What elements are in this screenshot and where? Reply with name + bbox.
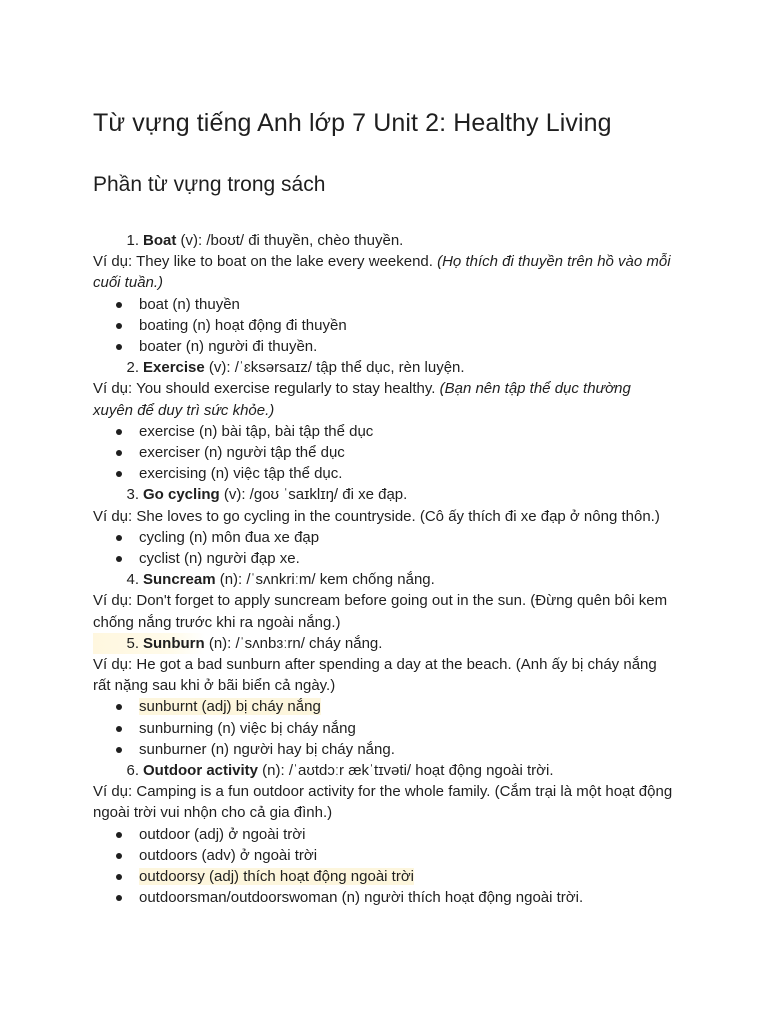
vocab-definition: (n): /ˈaʊtdɔːr ækˈtɪvəti/ hoạt động ngoài trời.: [258, 762, 554, 780]
list-item: [93, 421, 673, 442]
related-word: sunburner (n) người hay bị cháy nắng.: [139, 740, 395, 758]
bullet-icon: [116, 832, 122, 838]
related-word: exercising (n) việc tập thể dục.: [139, 465, 343, 483]
example-en: Ví dụ: She loves to go cycling in the countryside. (Cô ấy thích đi xe đạp ở nông thôn.): [93, 507, 660, 525]
bullet-icon: [116, 874, 122, 880]
vocab-item-suncream: [93, 569, 673, 590]
related-word: boater (n) người đi thuyền.: [139, 338, 318, 356]
example-en: Ví dụ: They like to boat on the lake every weekend.: [93, 253, 438, 271]
related-word: outdoorsman/outdoorswoman (n) người thích hoạt động ngoài trời.: [139, 889, 584, 907]
vocab-item-go-cycling: [93, 484, 673, 505]
example-en: Ví dụ: He got a bad sunburn after spending a day at the beach. (Anh ấy bị cháy nắng rất nặng sau khi ở bãi biển cả ngày.): [93, 656, 657, 695]
item-number: 3.: [126, 486, 139, 504]
related-word: boat (n) thuyền: [139, 295, 240, 313]
related-word: outdoors (adv) ở ngoài trời: [139, 846, 318, 864]
list-item: [93, 866, 673, 887]
related-word: boating (n) hoạt động đi thuyền: [139, 316, 347, 334]
related-word: sunburning (n) việc bị cháy nắng: [139, 719, 356, 737]
related-word: outdoor (adj) ở ngoài trời: [139, 825, 306, 843]
vocab-item-outdoor-activity: [93, 760, 673, 781]
vocab-word: Boat: [143, 232, 177, 249]
example-en: Ví dụ: Camping is a fun outdoor activity for the whole family. (Cắm trại là một hoạt động ngoài trời vui nhộn cho cả gia đình.): [93, 783, 673, 822]
bullet-icon: [116, 895, 122, 901]
vocab-item-exercise: [93, 357, 673, 378]
vocab-word: Go cycling: [143, 486, 220, 504]
vocabulary-list: [93, 230, 673, 909]
example-sentence: [93, 378, 673, 420]
list-item: [93, 887, 673, 908]
bullet-icon: [116, 726, 122, 732]
list-item: [93, 315, 673, 336]
example-vi: (Bạn nên tập thể dục thường xuyên để duy trì sức khỏe.): [93, 380, 631, 419]
related-word: exercise (n) bài tập, bài tập thể dục: [139, 422, 374, 440]
vocab-word: Suncream: [143, 571, 216, 589]
item-number: 6.: [126, 762, 139, 780]
bullet-icon: [116, 302, 122, 308]
list-item: [93, 718, 673, 739]
vocab-word: Sunburn: [143, 634, 205, 652]
related-word: sunburnt (adj) bị cháy nắng: [139, 698, 321, 716]
list-item: [93, 527, 673, 548]
example-sentence: [93, 251, 673, 293]
bullet-icon: [116, 344, 122, 350]
list-item: [93, 294, 673, 315]
related-word: cycling (n) môn đua xe đạp: [139, 528, 320, 546]
related-word: cyclist (n) người đạp xe.: [139, 550, 300, 568]
vocab-definition: (v): /boʊt/ đi thuyền, chèo thuyền.: [176, 232, 404, 249]
related-word: outdoorsy (adj) thích hoạt động ngoài trời: [139, 868, 415, 886]
example-en: Ví dụ: Don't forget to apply suncream before going out in the sun. (Đừng quên bôi kem chống nắng trước khi ra ngoài nắng.): [93, 592, 668, 631]
bullet-icon: [116, 471, 122, 477]
vocab-definition: (v): /ɡoʊ ˈsaɪklɪŋ/ đi xe đạp.: [219, 486, 408, 504]
list-item: [93, 845, 673, 866]
list-item: [93, 336, 673, 357]
example-sentence: [93, 654, 673, 696]
item-number: 5.: [126, 634, 139, 652]
list-item: [93, 696, 673, 717]
vocab-item-boat: [93, 230, 673, 251]
item-number: 4.: [126, 571, 139, 589]
vocab-definition: (n): /ˈsʌnkriːm/ kem chống nắng.: [215, 571, 435, 589]
list-item: [93, 463, 673, 484]
vocab-item-sunburn: [93, 633, 673, 654]
example-en: Ví dụ: You should exercise regularly to stay healthy.: [93, 380, 440, 398]
vocab-word: Exercise: [143, 359, 205, 377]
vocab-definition: (n): /ˈsʌnbɜːrn/ cháy nắng.: [204, 634, 383, 652]
list-item: [93, 442, 673, 463]
bullet-icon: [116, 704, 122, 710]
bullet-icon: [116, 323, 122, 329]
vocab-definition: (v): /ˈɛksərsaɪz/ tập thể dục, rèn luyện.: [204, 359, 465, 377]
bullet-icon: [116, 535, 122, 541]
bullet-icon: [116, 556, 122, 562]
example-sentence: [93, 506, 673, 527]
item-number: 1.: [126, 232, 139, 249]
item-number: 2.: [126, 359, 139, 377]
related-word: exerciser (n) người tập thể dục: [139, 444, 345, 462]
vocab-word: Outdoor activity: [143, 762, 259, 780]
section-title: Phần từ vựng trong sách: [93, 173, 326, 196]
list-item: [93, 739, 673, 760]
list-item: [93, 548, 673, 569]
bullet-icon: [116, 450, 122, 456]
page-title: Từ vựng tiếng Anh lớp 7 Unit 2: Healthy Living: [93, 109, 612, 137]
example-sentence: [93, 781, 673, 823]
example-vi: (Họ thích đi thuyền trên hồ vào mỗi cuối tuần.): [93, 253, 671, 292]
example-sentence: [93, 590, 673, 632]
list-item: [93, 824, 673, 845]
bullet-icon: [116, 747, 122, 753]
bullet-icon: [116, 853, 122, 859]
bullet-icon: [116, 429, 122, 435]
